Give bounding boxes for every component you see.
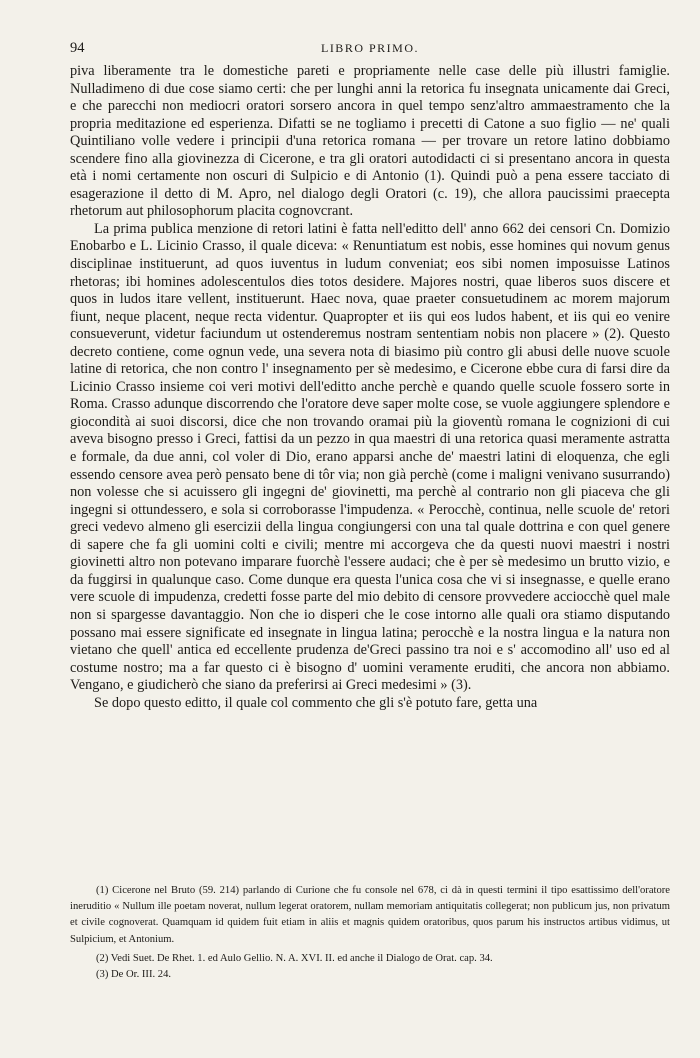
footnote-3: (3) De Or. III. 24. bbox=[96, 969, 172, 981]
footnote-2: (2) Vedi Suet. De Rhet. 1. ed Aulo Gellio. N. A. XVI. II. ed anche il Dialogo de Orat. cap. 34. bbox=[96, 952, 493, 964]
paragraph-1: piva liberamente tra le domestiche pareti e propriamente nelle case delle più illustri famiglie. Nulladimeno di due cose siamo certi: che per lunghi anni la retorica fu insegnata unicamente dai Greci, e che parecchi non mediocri oratori sorsero ancora in quel tempo senz'altro ammaestramento che la propria meditazione ed esperienza. Difatti se ne togliamo i precetti di Catone a suo figlio — ne' quali Quintiliano volle vedere i principii d'una retorica romana — per trovare un retore latino dobbiamo scendere fino alla giovinezza di Cicerone, e tra gli oratori autodidacti ci si presentano ancora in questa età i nomi certamente non oscuri di Sulpicio e di Antonio (1). Quindi può a pena essere tacciato di esagerazione il detto di M. Apro, nel dialogo degli Oratori (c. 19), che allora paucissimi praecepta rhetorum aut philosophorum placita cognovcrant. bbox=[70, 63, 670, 220]
paragraph-3: Se dopo questo editto, il quale col commento che gli s'è potuto fare, getta una bbox=[94, 694, 538, 711]
footnote-1: (1) Cicerone nel Bruto (59. 214) parlando di Curione che fu console nel 678, ci dà in questi termini il tipo esattissimo dell'oratore ineruditio « Nullum ille poetam noverat, nullum legerat oratorem, nullam memoriam antiquitatis collegerat; non publicum jus, non privatum et civile cognoverat. Quamquam id quidem fuit etiam in aliis et magnis quidem oratoribus, quos parum his instructos artibus vidimus, ut Sulpicium, et Antonium. bbox=[70, 885, 670, 945]
paragraph-2: La prima publica menzione di retori latini è fatta nell'editto dell' anno 662 dei censori Cn. Domizio Enobarbo e L. Licinio Crasso, il quale diceva: « Renuntiatum est nobis, esse homines qui novum genus disciplinae instituerunt, ad quos iuventus in ludum conveniat; eos sibi nomen imposuisse Latinos rhetoras; ibi homines adolescentulos dies totos desidere. Majores nostri, quae liberos suos discere et quos in ludos itare vellent, instituerunt. Haec nova, quae praeter consuetudinem ac morem majorum fiunt, neque placent, neque recta videntur. Quapropter et iis qui eos ludos habent, et iis qui eo venire consueverunt, videtur faciundum ut ostenderemus nostram sententiam nobis non placere » (2). Questo decreto contiene, come ognun vede, una severa nota di biasimo più contro gli abusi delle nuove scuole latine di retorica, che non contro l' insegnamento per sè medesimo, e Cicerone ebbe cura di farsi dire da Licinio Crasso insieme coi veri motivi dell'editto anche perchè e quando quelle scuole fossero sorte in Roma. Crasso adunque discorrendo che l'oratore deve saper molte cose, se vuole aggiungere splendore e giocondità ai suoi discorsi, dice che non trovando oramai più la gioventù romana le cognizioni di cui aveva bisogno presso i Greci, fattisi da un pezzo in qua maestri di una retorica quasi meramente astratta e formale, da due anni, col voler di Dio, erano apparsi anche de' maestri latini di eloquenza, che egli essendo censore avea però pensato bene di tôr via; non già perchè (come i maligni venivano susurrando) non volesse che si acuissero gli ingegni de' giovinetti, ma perchè al contrario non gli piaceva che gli ingegni si ottundessero, e sola si corroborasse l'impudenza. « Perocchè, continua, nelle scuole de' retori greci vedevo almeno gli esercizii della lingua congiungersi con una tal quale dottrina e con quel genere di sapere che fa gli uomini colti e civili; mentre mi accorgeva che da questi nuovi maestri i nostri giovinetti altro non potevano imparare fuorchè l'essere audaci; che è per sè medesimo un brutto vizio, e da fuggirsi in qualunque caso. Come dunque era questa l'unica cosa che vi si insegnasse, e quelle erano vere scuole di impudenza, credetti fosse parte del mio debito di censore provvedere acciocchè quel male non si spargesse davantaggio. Non che io disperi che le cose intorno alle quali ora stiamo disputando possano mai essere significate ed insegnate in lingua latina; perocchè e la nostra lingua e la natura non vietano che quell' antica ed eccellente prudenza de'Greci passino tra noi e s' accomodino all' uso ed al costume nostro; ma a far questo ci è bisogno d' uomini veramente eruditi, che ancora non abbiamo. Vengano, e giudicherò che siano da preferirsi ai Greci medesimi » (3). bbox=[70, 220, 670, 694]
body-text bbox=[70, 63, 670, 712]
running-title: LIBRO PRIMO. bbox=[320, 41, 419, 55]
page-number: 94 bbox=[70, 40, 85, 56]
page-header bbox=[70, 40, 670, 58]
footnotes bbox=[70, 883, 670, 983]
